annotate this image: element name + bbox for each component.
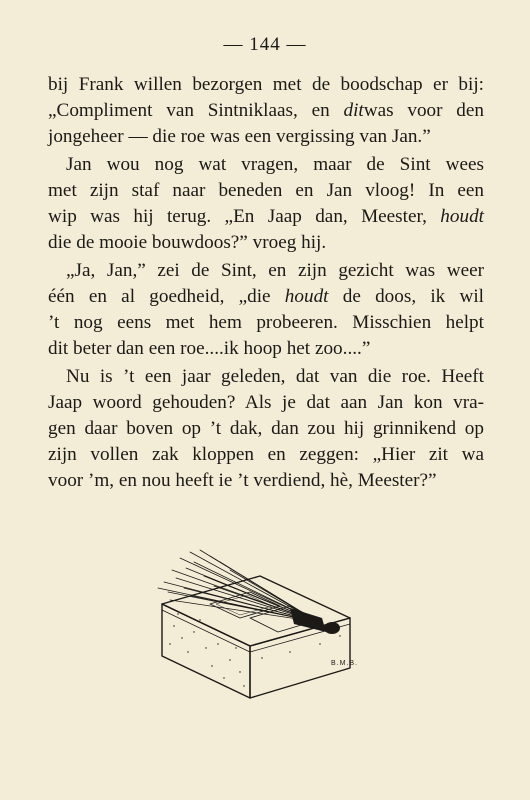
page-number: — 144 — [223, 34, 307, 55]
paragraph [48, 258, 484, 362]
text-line: jongeheer — die roe was een vergissing van Jan.” [48, 126, 431, 147]
text-line: met zijn staf naar beneden en Jan vloog! In een [48, 180, 484, 201]
text-line: „Ja, Jan,” zei de Sint, en zijn gezicht was weer [66, 260, 484, 281]
text-line: Nu is ’t een jaar geleden, dat van die roe. Heeft [66, 366, 484, 387]
text-line: Jaap woord gehouden? Als je dat aan Jan kon vra- [48, 392, 484, 413]
text-line: één en al goedheid, „die houdt de doos, ik wil [48, 286, 485, 307]
emphasis: houdt [284, 286, 329, 307]
illustrator-signature: B.M.B. [331, 660, 359, 667]
text-line: zijn vollen zak kloppen en zeggen: „Hier zit wa [48, 444, 484, 465]
text-line: die de mooie bouwdoos?” vroeg hij. [48, 232, 327, 253]
box-with-birch-rod-illustration [150, 548, 370, 708]
text-line: dit beter dan een roe....ik hoop het zoo....” [48, 338, 371, 359]
paragraph [48, 72, 484, 150]
text-line: „Compliment van Sintniklaas, en ditwas voor den [48, 100, 485, 121]
text-line: gen daar boven op ’t dak, dan zou hij grinnikend op [48, 418, 484, 439]
text-line: wip was hij terug. „En Jaap dan, Meester, houdt [48, 206, 484, 227]
text-line: bij Frank willen bezorgen met de boodschap er bij: [48, 74, 484, 95]
paragraph [48, 152, 484, 256]
text-line: ’t nog eens met hem probeeren. Misschien helpt [48, 312, 484, 333]
text-line: Jan wou nog wat vragen, maar de Sint wees [66, 154, 484, 175]
emphasis: dit [343, 100, 364, 121]
text-line: voor ’m, en nou heeft ie ’t verdiend, hè, Meester?” [48, 470, 437, 491]
emphasis: houdt [440, 206, 484, 227]
body-text [48, 72, 484, 494]
paragraph [48, 364, 484, 494]
